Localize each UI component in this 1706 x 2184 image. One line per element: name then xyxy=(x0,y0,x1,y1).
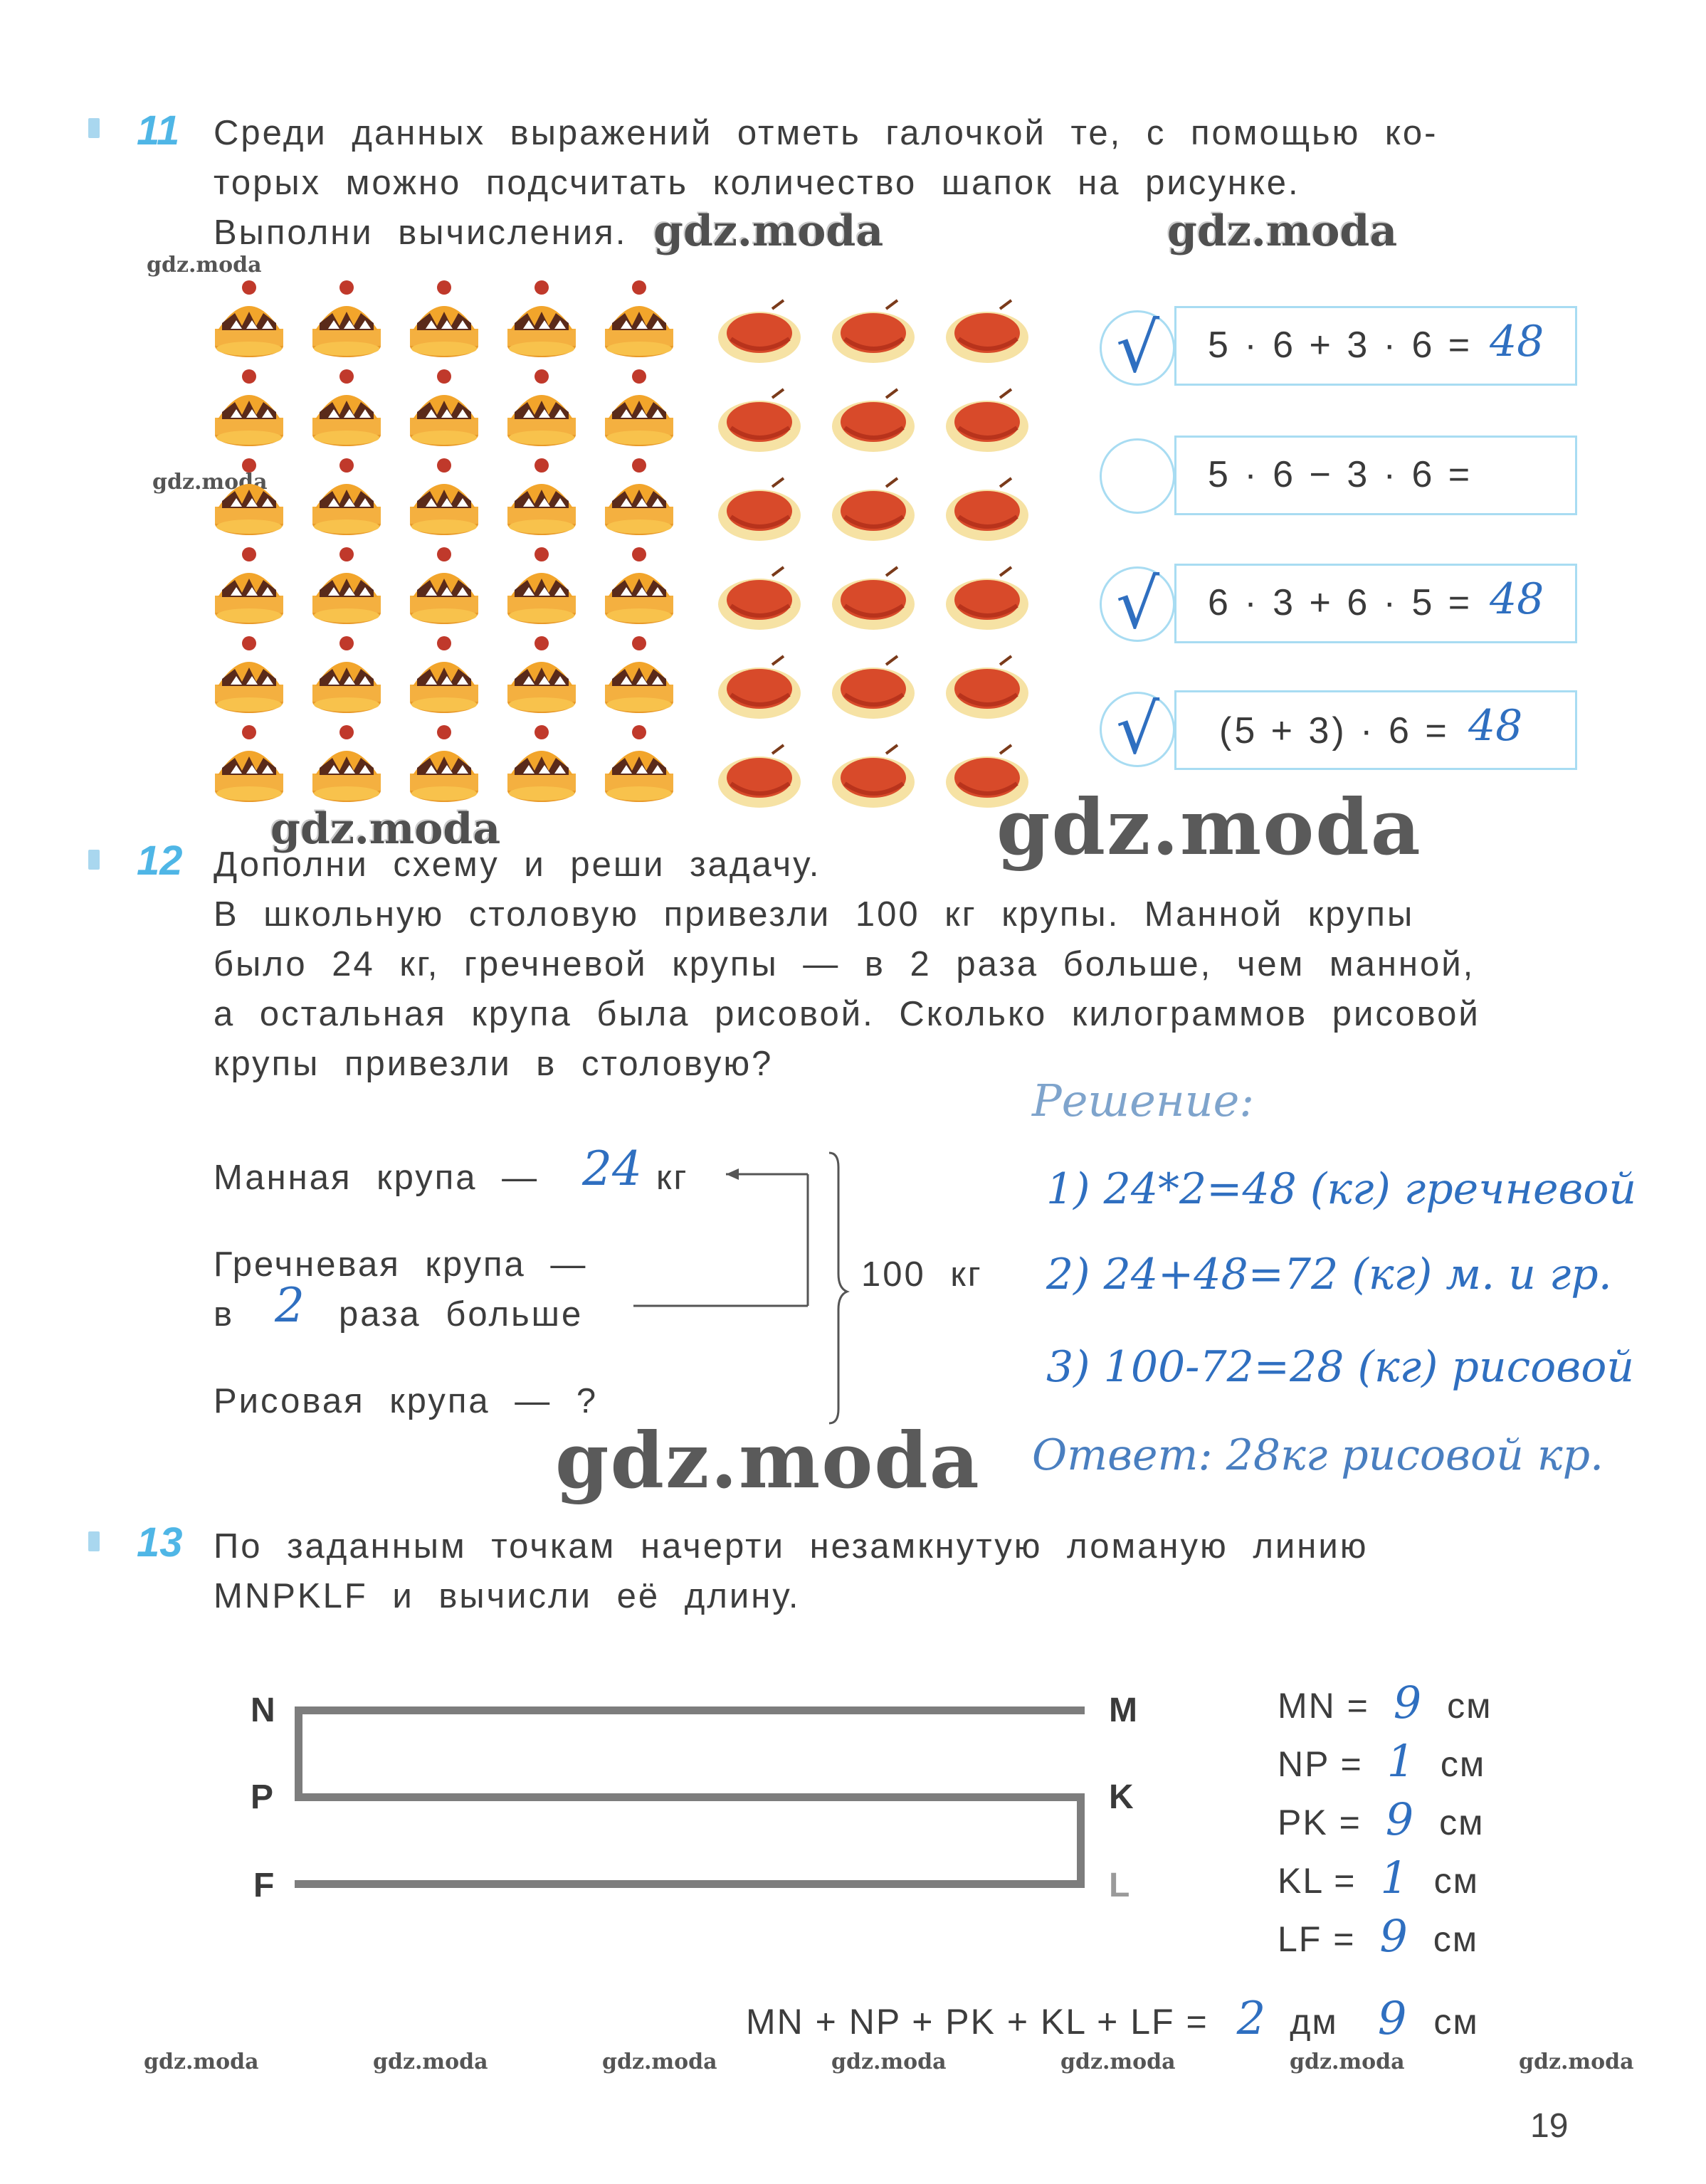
expression-text: 5 · 6 − 3 · 6 = xyxy=(1208,454,1473,495)
length-unit: см xyxy=(1433,1861,1480,1901)
watermark: gdz.moda xyxy=(555,1416,981,1506)
knit-hat-columns xyxy=(215,280,673,802)
point-label-p: P xyxy=(251,1778,274,1816)
watermark: gdz.moda xyxy=(1167,206,1398,256)
scheme-total: 100 кг xyxy=(861,1255,983,1294)
watermark: gdz.moda xyxy=(831,2050,947,2074)
task-marker xyxy=(88,1531,100,1551)
task-12-title: Дополни схему и реши задачу. xyxy=(214,845,821,884)
length-value: 9 xyxy=(1393,1677,1423,1729)
sum-row xyxy=(746,1993,1479,2045)
task-11-line-2: торых можно подсчитать количество шапок на рисунке. xyxy=(214,164,1300,202)
segment-np xyxy=(295,1706,302,1799)
solution-step-1: 1) 24*2=48 (кг) гречневой xyxy=(1046,1164,1637,1214)
scheme-buckwheat-value: 2 xyxy=(275,1278,305,1333)
task-11-number: 11 xyxy=(137,107,180,154)
task-13-number: 13 xyxy=(137,1519,183,1566)
checkbox-circle[interactable] xyxy=(1100,566,1175,642)
length-value: 9 xyxy=(1379,1910,1409,1962)
task-13-line-1: По заданным точкам начерти незамкнутую ломаную линию xyxy=(214,1527,1369,1566)
task-11-line-1: Среди данных выражений отметь галочкой те, с помощью ко- xyxy=(214,114,1438,152)
segment-lf xyxy=(295,1880,1085,1888)
length-row xyxy=(1278,1677,1492,1729)
length-value: 1 xyxy=(1380,1852,1410,1904)
red-hat-columns xyxy=(718,300,1028,808)
segment-mn xyxy=(295,1706,1085,1714)
task-13-line-2: MNPKLF и вычисли её длину. xyxy=(214,1577,801,1615)
watermark: gdz.moda xyxy=(996,783,1422,872)
task-12-line-3: а остальная крупа была рисовой. Сколько килограммов рисовой xyxy=(214,995,1480,1033)
check-mark: √ xyxy=(1116,308,1160,388)
length-unit: см xyxy=(1447,1686,1492,1726)
sum-dm-value: 2 xyxy=(1236,1993,1268,2045)
task-11-line-3: Выполни вычисления. xyxy=(214,213,628,252)
checkbox-circle[interactable] xyxy=(1100,438,1175,514)
point-label-l: L xyxy=(1109,1867,1130,1904)
length-name: LF = xyxy=(1278,1919,1356,1959)
check-mark: √ xyxy=(1116,690,1160,769)
sum-expression: MN + NP + PK + KL + LF = xyxy=(746,2002,1209,2042)
watermark: gdz.moda xyxy=(270,804,501,854)
watermark: gdz.moda xyxy=(1060,2050,1176,2074)
watermark: gdz.moda xyxy=(653,206,884,256)
task-marker xyxy=(88,118,100,138)
length-row xyxy=(1278,1852,1479,1904)
solution-heading: Решение: xyxy=(1032,1075,1255,1127)
watermark: gdz.moda xyxy=(602,2050,717,2074)
task-12-line-2: было 24 кг, гречневой крупы — в 2 раза больше, чем манной, xyxy=(214,945,1475,983)
solution-step-2: 2) 24+48=72 (кг) м. и гр. xyxy=(1046,1250,1612,1299)
expression-answer: 48 xyxy=(1490,574,1544,624)
solution-answer: Ответ: 28кг рисовой кр. xyxy=(1032,1430,1604,1480)
scheme-rice-label: Рисовая крупа — ? xyxy=(214,1382,599,1420)
task-12-line-1: В школьную столовую привезли 100 кг крупы. Манной крупы xyxy=(214,895,1415,934)
length-name: PK = xyxy=(1278,1803,1362,1842)
expression-box xyxy=(1174,564,1577,643)
check-mark: √ xyxy=(1116,564,1160,644)
expression-text: (5 + 3) · 6 = xyxy=(1219,710,1450,751)
expression-text: 5 · 6 + 3 · 6 = xyxy=(1208,325,1473,366)
sum-dm-unit: дм xyxy=(1290,2002,1338,2042)
length-row xyxy=(1278,1910,1478,1962)
point-label-f: F xyxy=(253,1867,275,1904)
segment-pk xyxy=(295,1793,1085,1801)
hat-grid xyxy=(206,278,1060,818)
length-row xyxy=(1278,1793,1484,1845)
scheme-buckwheat-suffix: раза больше xyxy=(339,1295,584,1334)
checkbox-circle[interactable] xyxy=(1100,692,1175,767)
point-label-k: K xyxy=(1109,1778,1134,1816)
scheme-semolina-unit: кг xyxy=(656,1159,689,1197)
watermark: gdz.moda xyxy=(144,2050,259,2074)
length-name: KL = xyxy=(1278,1861,1357,1901)
length-unit: см xyxy=(1439,1803,1485,1842)
scheme-brackets xyxy=(612,1146,868,1445)
page-number: 19 xyxy=(1530,2107,1569,2145)
scheme-semolina-label: Манная крупа — xyxy=(214,1159,539,1197)
checkbox-circle[interactable] xyxy=(1100,310,1175,386)
watermark: gdz.moda xyxy=(152,470,268,495)
scheme-buckwheat-label: Гречневая крупа — xyxy=(214,1245,588,1284)
point-label-m: M xyxy=(1109,1692,1137,1729)
length-unit: см xyxy=(1433,1919,1479,1959)
expression-box xyxy=(1174,690,1577,770)
expression-answer: 48 xyxy=(1468,701,1523,751)
sum-cm-value: 9 xyxy=(1377,1993,1408,2045)
task-12-line-4: крупы привезли в столовую? xyxy=(214,1045,774,1083)
length-value: 9 xyxy=(1385,1793,1416,1845)
scheme-buckwheat-prefix: в xyxy=(214,1295,235,1334)
scheme-semolina-value: 24 xyxy=(582,1141,642,1196)
solution-step-3: 3) 100-72=28 (кг) рисовой xyxy=(1046,1342,1634,1392)
length-unit: см xyxy=(1440,1744,1486,1784)
task-marker xyxy=(88,850,100,870)
length-value: 1 xyxy=(1386,1735,1417,1787)
length-row xyxy=(1278,1735,1485,1787)
expression-text: 6 · 3 + 6 · 5 = xyxy=(1208,582,1473,623)
expression-box xyxy=(1174,306,1577,386)
length-name: MN = xyxy=(1278,1686,1369,1726)
segment-kl xyxy=(1077,1793,1085,1886)
point-label-n: N xyxy=(251,1692,275,1729)
length-name: NP = xyxy=(1278,1744,1363,1784)
watermark: gdz.moda xyxy=(147,253,262,278)
task-12-number: 12 xyxy=(137,838,183,884)
watermark: gdz.moda xyxy=(373,2050,488,2074)
sum-cm-unit: см xyxy=(1433,2002,1479,2042)
expression-box xyxy=(1174,436,1577,515)
watermark: gdz.moda xyxy=(1519,2050,1634,2074)
expression-answer: 48 xyxy=(1490,317,1544,366)
watermark: gdz.moda xyxy=(1290,2050,1405,2074)
